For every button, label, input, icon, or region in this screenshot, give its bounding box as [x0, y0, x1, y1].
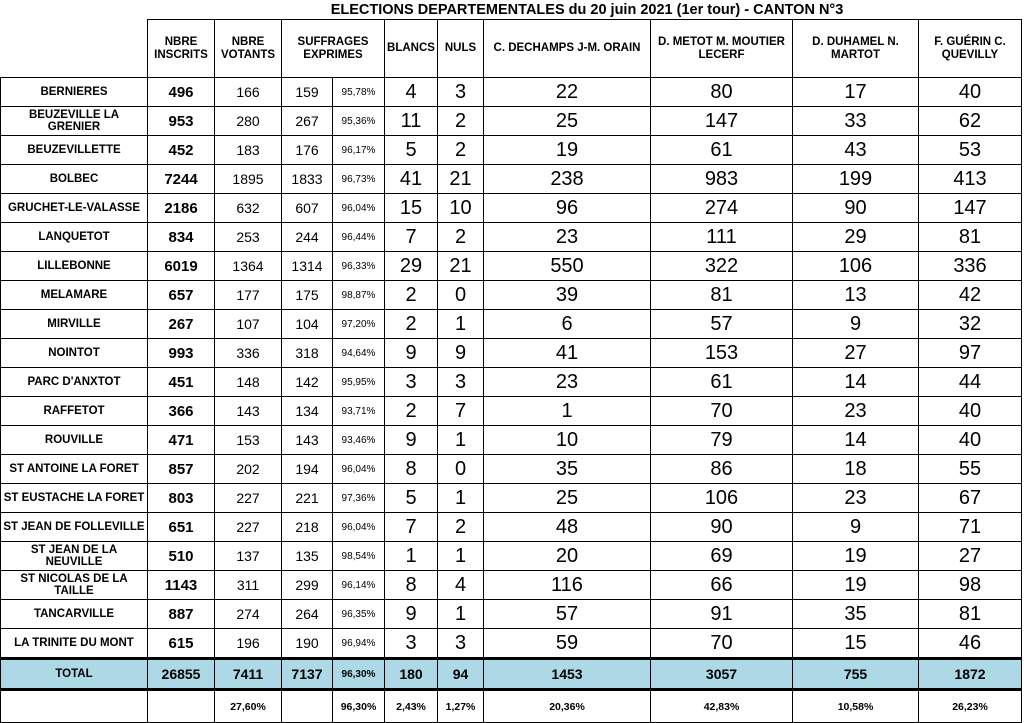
- commune-cell: NOINTOT: [1, 339, 148, 368]
- pct-blancs-cell: 2,43%: [385, 690, 438, 723]
- votants-cell: 227: [215, 513, 282, 542]
- pct-exprimes-cell: 97,36%: [333, 484, 385, 513]
- exprimes-cell: 1314: [282, 252, 333, 281]
- pct-candidate-3-cell: 10,58%: [793, 690, 919, 723]
- inscrits-cell: 452: [148, 136, 215, 165]
- header-candidate-3: D. DUHAMEL N. MARTOT: [793, 20, 919, 78]
- candidate-3-cell: 27: [793, 339, 919, 368]
- candidate-1-cell: 23: [484, 223, 651, 252]
- votants-cell: 148: [215, 368, 282, 397]
- candidate-2-cell: 3057: [651, 659, 793, 690]
- nuls-cell: 1: [438, 600, 484, 629]
- candidate-4-cell: 98: [919, 571, 1022, 600]
- exprimes-cell: 134: [282, 397, 333, 426]
- nuls-cell: 7: [438, 397, 484, 426]
- commune-cell: MIRVILLE: [1, 310, 148, 339]
- blancs-cell: 3: [385, 629, 438, 659]
- candidate-3-cell: 13: [793, 281, 919, 310]
- candidate-4-cell: 67: [919, 484, 1022, 513]
- candidate-4-cell: 42: [919, 281, 1022, 310]
- table-row: [1, 629, 1022, 659]
- commune-cell: LANQUETOT: [1, 223, 148, 252]
- table-row: [1, 571, 1022, 600]
- votants-cell: 274: [215, 600, 282, 629]
- candidate-3-cell: 19: [793, 571, 919, 600]
- pct-exprimes-cell: 97,20%: [333, 310, 385, 339]
- votants-cell: 177: [215, 281, 282, 310]
- candidate-4-cell: 62: [919, 107, 1022, 136]
- table-row: [1, 513, 1022, 542]
- inscrits-cell: 1143: [148, 571, 215, 600]
- candidate-2-cell: 91: [651, 600, 793, 629]
- pct-exprimes-cell: 96,04%: [333, 455, 385, 484]
- candidate-2-cell: 111: [651, 223, 793, 252]
- pct-exprimes-cell: 96,33%: [333, 252, 385, 281]
- pct-exprimes-cell: 95,95%: [333, 368, 385, 397]
- nuls-cell: 3: [438, 368, 484, 397]
- commune-cell: ST ANTOINE LA FORET: [1, 455, 148, 484]
- pct-exprimes-cell: 96,04%: [333, 194, 385, 223]
- exprimes-cell: 299: [282, 571, 333, 600]
- pct-candidate-2-cell: 42,83%: [651, 690, 793, 723]
- votants-cell: 166: [215, 78, 282, 107]
- candidate-3-cell: 755: [793, 659, 919, 690]
- candidate-2-cell: 106: [651, 484, 793, 513]
- inscrits-cell: 26855: [148, 659, 215, 690]
- blancs-cell: 180: [385, 659, 438, 690]
- exprimes-cell: 143: [282, 426, 333, 455]
- candidate-1-cell: 22: [484, 78, 651, 107]
- nuls-cell: 21: [438, 165, 484, 194]
- inscrits-cell: 887: [148, 600, 215, 629]
- votants-cell: 336: [215, 339, 282, 368]
- pct-exprimes-cell: 94,64%: [333, 339, 385, 368]
- exprimes-cell: 142: [282, 368, 333, 397]
- pct-exprimes-cell: 98,87%: [333, 281, 385, 310]
- blancs-cell: 29: [385, 252, 438, 281]
- candidate-3-cell: 18: [793, 455, 919, 484]
- candidate-4-cell: 413: [919, 165, 1022, 194]
- candidate-1-cell: 116: [484, 571, 651, 600]
- candidate-4-cell: 40: [919, 78, 1022, 107]
- candidate-1-cell: 1: [484, 397, 651, 426]
- exprimes-cell: 176: [282, 136, 333, 165]
- candidate-1-cell: 23: [484, 368, 651, 397]
- pct-exprimes-cell: 96,94%: [333, 629, 385, 659]
- candidate-4-cell: 27: [919, 542, 1022, 571]
- table-row: [1, 136, 1022, 165]
- blancs-cell: 9: [385, 426, 438, 455]
- candidate-3-cell: 33: [793, 107, 919, 136]
- pct-exprimes-cell: 96,35%: [333, 600, 385, 629]
- pct-exprimes-cell: 95,78%: [333, 78, 385, 107]
- candidate-3-cell: 23: [793, 484, 919, 513]
- candidate-3-cell: 23: [793, 397, 919, 426]
- exprimes-cell: 218: [282, 513, 333, 542]
- inscrits-cell: 615: [148, 629, 215, 659]
- candidate-4-cell: 53: [919, 136, 1022, 165]
- table-row: [1, 310, 1022, 339]
- candidate-3-cell: 199: [793, 165, 919, 194]
- pct-exprimes-cell: 96,04%: [333, 513, 385, 542]
- table-row: [1, 252, 1022, 281]
- candidate-2-cell: 274: [651, 194, 793, 223]
- commune-cell: ST NICOLAS DE LA TAILLE: [1, 571, 148, 600]
- results-table: [0, 19, 1022, 723]
- commune-cell: GRUCHET-LE-VALASSE: [1, 194, 148, 223]
- table-row: [1, 455, 1022, 484]
- candidate-2-cell: 61: [651, 136, 793, 165]
- commune-cell: BEUZEVILLE LA GRENIER: [1, 107, 148, 136]
- inscrits-cell: 7244: [148, 165, 215, 194]
- candidate-1-cell: 550: [484, 252, 651, 281]
- inscrits-cell: 267: [148, 310, 215, 339]
- exprimes-cell: 104: [282, 310, 333, 339]
- nuls-cell: 2: [438, 513, 484, 542]
- commune-cell: TOTAL: [1, 659, 148, 690]
- nuls-cell: 0: [438, 281, 484, 310]
- inscrits-cell: 953: [148, 107, 215, 136]
- commune-cell: ST JEAN DE LA NEUVILLE: [1, 542, 148, 571]
- exprimes-cell: 607: [282, 194, 333, 223]
- candidate-4-cell: 40: [919, 397, 1022, 426]
- candidate-2-cell: 69: [651, 542, 793, 571]
- candidate-2-cell: 86: [651, 455, 793, 484]
- candidate-4-cell: 1872: [919, 659, 1022, 690]
- blancs-cell: 7: [385, 513, 438, 542]
- votants-cell: 280: [215, 107, 282, 136]
- candidate-3-cell: 9: [793, 513, 919, 542]
- table-title: ELECTIONS DEPARTEMENTALES du 20 juin 2021 (1er tour) - CANTON N°3: [330, 2, 844, 18]
- blancs-cell: 5: [385, 484, 438, 513]
- commune-cell: LILLEBONNE: [1, 252, 148, 281]
- inscrits-cell: 651: [148, 513, 215, 542]
- header-candidate-4: F. GUÉRIN C. QUEVILLY: [919, 20, 1022, 78]
- votants-cell: 202: [215, 455, 282, 484]
- candidate-1-cell: 25: [484, 484, 651, 513]
- exprimes-cell: 221: [282, 484, 333, 513]
- candidate-3-cell: 9: [793, 310, 919, 339]
- candidate-2-cell: 147: [651, 107, 793, 136]
- exprimes-cell: 244: [282, 223, 333, 252]
- exprimes-cell: 190: [282, 629, 333, 659]
- commune-cell: ST EUSTACHE LA FORET: [1, 484, 148, 513]
- candidate-3-cell: 15: [793, 629, 919, 659]
- votants-cell: 632: [215, 194, 282, 223]
- pct-exprimes-cell: 96,30%: [333, 690, 385, 723]
- votants-cell: 153: [215, 426, 282, 455]
- exprimes-cell: 159: [282, 78, 333, 107]
- header-votants: NBRE VOTANTS: [215, 20, 282, 78]
- candidate-1-cell: 1453: [484, 659, 651, 690]
- candidate-2-cell: 66: [651, 571, 793, 600]
- pct-nuls-cell: 1,27%: [438, 690, 484, 723]
- candidate-2-cell: 79: [651, 426, 793, 455]
- nuls-cell: 10: [438, 194, 484, 223]
- nuls-cell: 94: [438, 659, 484, 690]
- nuls-cell: 21: [438, 252, 484, 281]
- nuls-cell: 3: [438, 629, 484, 659]
- candidate-2-cell: 61: [651, 368, 793, 397]
- total-row: [1, 659, 1022, 690]
- candidate-4-cell: 97: [919, 339, 1022, 368]
- candidate-2-cell: 70: [651, 397, 793, 426]
- nuls-cell: 9: [438, 339, 484, 368]
- candidate-3-cell: 35: [793, 600, 919, 629]
- blancs-cell: 41: [385, 165, 438, 194]
- table-row: [1, 368, 1022, 397]
- candidate-1-cell: 48: [484, 513, 651, 542]
- blancs-cell: 5: [385, 136, 438, 165]
- commune-cell: PARC D'ANXTOT: [1, 368, 148, 397]
- candidate-1-cell: 57: [484, 600, 651, 629]
- pct-candidate-1-cell: 20,36%: [484, 690, 651, 723]
- blancs-cell: 8: [385, 571, 438, 600]
- nuls-cell: 1: [438, 426, 484, 455]
- candidate-1-cell: 41: [484, 339, 651, 368]
- inscrits-cell: 451: [148, 368, 215, 397]
- candidate-1-cell: 20: [484, 542, 651, 571]
- table-row: [1, 165, 1022, 194]
- inscrits-cell: 471: [148, 426, 215, 455]
- pct-empty-exprimes: [282, 690, 333, 723]
- table-row: [1, 78, 1022, 107]
- pct-votants-cell: 27,60%: [215, 690, 282, 723]
- blancs-cell: 9: [385, 600, 438, 629]
- candidate-1-cell: 6: [484, 310, 651, 339]
- pct-exprimes-cell: 93,71%: [333, 397, 385, 426]
- percentage-row: [1, 690, 1022, 723]
- exprimes-cell: 1833: [282, 165, 333, 194]
- exprimes-cell: 267: [282, 107, 333, 136]
- commune-cell: BERNIERES: [1, 78, 148, 107]
- blancs-cell: 2: [385, 310, 438, 339]
- candidate-1-cell: 35: [484, 455, 651, 484]
- candidate-3-cell: 19: [793, 542, 919, 571]
- header-inscrits: NBRE INSCRITS: [148, 20, 215, 78]
- votants-cell: 137: [215, 542, 282, 571]
- header-blank-cell: [1, 20, 148, 78]
- votants-cell: 7411: [215, 659, 282, 690]
- candidate-2-cell: 90: [651, 513, 793, 542]
- candidate-3-cell: 14: [793, 368, 919, 397]
- candidate-2-cell: 81: [651, 281, 793, 310]
- blancs-cell: 8: [385, 455, 438, 484]
- blancs-cell: 15: [385, 194, 438, 223]
- blancs-cell: 2: [385, 281, 438, 310]
- pct-exprimes-cell: 98,54%: [333, 542, 385, 571]
- candidate-1-cell: 10: [484, 426, 651, 455]
- table-row: [1, 194, 1022, 223]
- candidate-2-cell: 80: [651, 78, 793, 107]
- exprimes-cell: 264: [282, 600, 333, 629]
- pct-exprimes-cell: 96,44%: [333, 223, 385, 252]
- candidate-4-cell: 46: [919, 629, 1022, 659]
- candidate-4-cell: 32: [919, 310, 1022, 339]
- header-row: [1, 20, 1022, 78]
- candidate-4-cell: 44: [919, 368, 1022, 397]
- candidate-1-cell: 59: [484, 629, 651, 659]
- candidate-4-cell: 336: [919, 252, 1022, 281]
- nuls-cell: 0: [438, 455, 484, 484]
- exprimes-cell: 7137: [282, 659, 333, 690]
- nuls-cell: 2: [438, 107, 484, 136]
- pct-empty-commune: [1, 690, 148, 723]
- inscrits-cell: 366: [148, 397, 215, 426]
- header-candidate-2: D. METOT M. MOUTIER LECERF: [651, 20, 793, 78]
- pct-exprimes-cell: 96,17%: [333, 136, 385, 165]
- candidate-1-cell: 96: [484, 194, 651, 223]
- pct-exprimes-cell: 96,30%: [333, 659, 385, 690]
- candidate-4-cell: 55: [919, 455, 1022, 484]
- nuls-cell: 4: [438, 571, 484, 600]
- table-row: [1, 281, 1022, 310]
- candidate-2-cell: 983: [651, 165, 793, 194]
- exprimes-cell: 135: [282, 542, 333, 571]
- nuls-cell: 1: [438, 542, 484, 571]
- candidate-2-cell: 57: [651, 310, 793, 339]
- candidate-2-cell: 322: [651, 252, 793, 281]
- blancs-cell: 7: [385, 223, 438, 252]
- commune-cell: BOLBEC: [1, 165, 148, 194]
- exprimes-cell: 194: [282, 455, 333, 484]
- blancs-cell: 3: [385, 368, 438, 397]
- candidate-1-cell: 238: [484, 165, 651, 194]
- candidate-1-cell: 19: [484, 136, 651, 165]
- nuls-cell: 3: [438, 78, 484, 107]
- table-row: [1, 223, 1022, 252]
- votants-cell: 183: [215, 136, 282, 165]
- candidate-1-cell: 39: [484, 281, 651, 310]
- votants-cell: 253: [215, 223, 282, 252]
- inscrits-cell: 510: [148, 542, 215, 571]
- blancs-cell: 4: [385, 78, 438, 107]
- candidate-3-cell: 90: [793, 194, 919, 223]
- commune-cell: ROUVILLE: [1, 426, 148, 455]
- votants-cell: 143: [215, 397, 282, 426]
- pct-empty-inscrits: [148, 690, 215, 723]
- candidate-4-cell: 147: [919, 194, 1022, 223]
- commune-cell: LA TRINITE DU MONT: [1, 629, 148, 659]
- candidate-3-cell: 14: [793, 426, 919, 455]
- votants-cell: 107: [215, 310, 282, 339]
- candidate-3-cell: 43: [793, 136, 919, 165]
- header-nuls: NULS: [438, 20, 484, 78]
- pct-exprimes-cell: 96,14%: [333, 571, 385, 600]
- votants-cell: 1895: [215, 165, 282, 194]
- votants-cell: 196: [215, 629, 282, 659]
- pct-exprimes-cell: 93,46%: [333, 426, 385, 455]
- commune-cell: TANCARVILLE: [1, 600, 148, 629]
- candidate-4-cell: 81: [919, 223, 1022, 252]
- candidate-2-cell: 70: [651, 629, 793, 659]
- inscrits-cell: 993: [148, 339, 215, 368]
- table-row: [1, 107, 1022, 136]
- candidate-3-cell: 17: [793, 78, 919, 107]
- votants-cell: 311: [215, 571, 282, 600]
- candidate-4-cell: 81: [919, 600, 1022, 629]
- header-blancs: BLANCS: [385, 20, 438, 78]
- candidate-4-cell: 40: [919, 426, 1022, 455]
- inscrits-cell: 834: [148, 223, 215, 252]
- table-row: [1, 397, 1022, 426]
- nuls-cell: 1: [438, 310, 484, 339]
- table-row: [1, 339, 1022, 368]
- inscrits-cell: 2186: [148, 194, 215, 223]
- header-candidate-1: C. DECHAMPS J-M. ORAIN: [484, 20, 651, 78]
- commune-cell: MELAMARE: [1, 281, 148, 310]
- candidate-2-cell: 153: [651, 339, 793, 368]
- candidate-3-cell: 106: [793, 252, 919, 281]
- inscrits-cell: 496: [148, 78, 215, 107]
- pct-candidate-4-cell: 26,23%: [919, 690, 1022, 723]
- votants-cell: 227: [215, 484, 282, 513]
- table-row: [1, 484, 1022, 513]
- votants-cell: 1364: [215, 252, 282, 281]
- candidate-3-cell: 29: [793, 223, 919, 252]
- inscrits-cell: 803: [148, 484, 215, 513]
- commune-cell: BEUZEVILLETTE: [1, 136, 148, 165]
- candidate-4-cell: 71: [919, 513, 1022, 542]
- nuls-cell: 2: [438, 136, 484, 165]
- blancs-cell: 11: [385, 107, 438, 136]
- table-row: [1, 542, 1022, 571]
- exprimes-cell: 175: [282, 281, 333, 310]
- commune-cell: RAFFETOT: [1, 397, 148, 426]
- candidate-1-cell: 25: [484, 107, 651, 136]
- header-exprimes: SUFFRAGES EXPRIMES: [282, 20, 385, 78]
- blancs-cell: 1: [385, 542, 438, 571]
- blancs-cell: 9: [385, 339, 438, 368]
- inscrits-cell: 6019: [148, 252, 215, 281]
- nuls-cell: 1: [438, 484, 484, 513]
- nuls-cell: 2: [438, 223, 484, 252]
- exprimes-cell: 318: [282, 339, 333, 368]
- inscrits-cell: 657: [148, 281, 215, 310]
- table-row: [1, 600, 1022, 629]
- commune-cell: ST JEAN DE FOLLEVILLE: [1, 513, 148, 542]
- blancs-cell: 2: [385, 397, 438, 426]
- inscrits-cell: 857: [148, 455, 215, 484]
- table-row: [1, 426, 1022, 455]
- pct-exprimes-cell: 95,36%: [333, 107, 385, 136]
- pct-exprimes-cell: 96,73%: [333, 165, 385, 194]
